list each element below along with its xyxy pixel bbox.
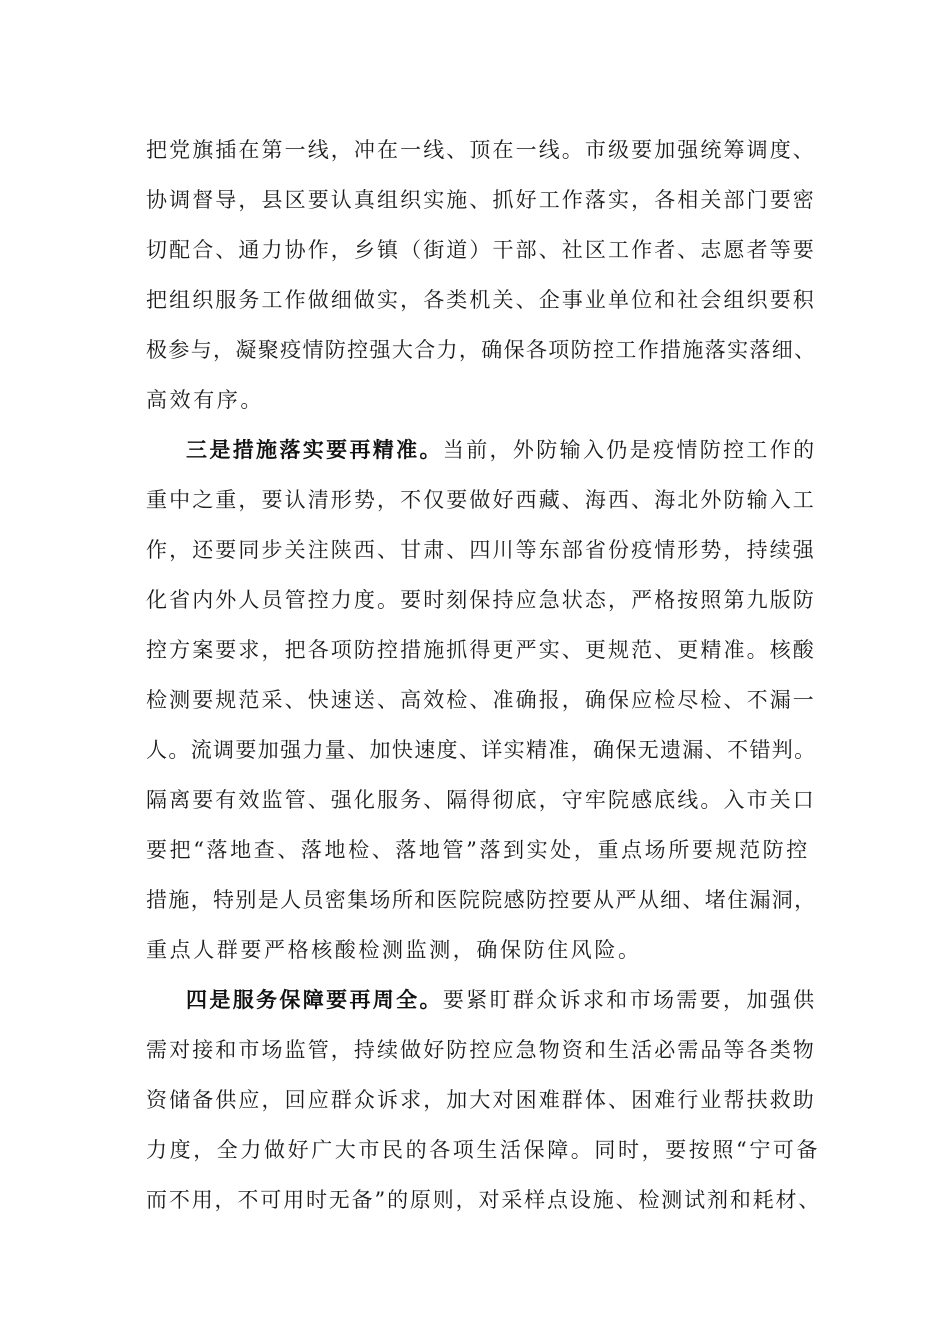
paragraph-2-heading: 三是措施落实要再精准。 xyxy=(186,438,443,462)
paragraph-1-line-5: 极参与，凝聚疫情防控强大合力，确保各项防控工作措施落实落细、 xyxy=(146,338,817,362)
paragraph-3-heading: 四是服务保障要再周全。 xyxy=(186,988,443,1012)
paragraph-2-line-3: 作，还要同步关注陕西、甘肃、四川等东部省份疫情形势，持续强 xyxy=(146,538,816,562)
paragraph-1-line-3: 切配合、通力协作，乡镇（街道）干部、社区工作者、志愿者等要 xyxy=(146,238,816,262)
paragraph-3-line-2: 需对接和市场监管，持续做好防控应急物资和生活必需品等各类物 xyxy=(146,1038,816,1062)
paragraph-2-line-8: 隔离要有效监管、强化服务、隔得彻底，守牢院感底线。入市关口 xyxy=(146,788,816,812)
paragraph-3-first-line-text: 要紧盯群众诉求和市场需要，加强供 xyxy=(442,988,817,1012)
paragraph-2-line-11: 重点人群要严格核酸检测监测，确保防住风险。 xyxy=(146,938,642,962)
paragraph-2-line-6: 检测要规范采、快速送、高效检、准确报，确保应检尽检、不漏一 xyxy=(146,688,816,712)
paragraph-3-line-1 xyxy=(186,975,816,1025)
paragraph-2-line-10: 措施，特别是人员密集场所和医院院感防控要从严从细、堵住漏洞， xyxy=(146,888,817,912)
paragraph-1-line-6: 高效有序。 xyxy=(146,388,264,412)
paragraph-2-first-line-text: 当前，外防输入仍是疫情防控工作的 xyxy=(442,438,817,462)
paragraph-2-line-7: 人。流调要加强力量、加快速度、详实精准，确保无遗漏、不错判。 xyxy=(146,738,817,762)
paragraph-2-line-1 xyxy=(186,425,816,475)
paragraph-2-line-2: 重中之重，要认清形势，不仅要做好西藏、海西、海北外防输入工 xyxy=(146,488,816,512)
paragraph-3-line-4: 力度，全力做好广大市民的各项生活保障。同时，要按照“宁可备 xyxy=(146,1138,821,1162)
paragraph-1-line-1: 把党旗插在第一线，冲在一线、顶在一线。市级要加强统筹调度、 xyxy=(146,138,816,162)
paragraph-2-line-9: 要把“落地查、落地检、落地管”落到实处，重点场所要规范防控 xyxy=(146,838,810,862)
paragraph-1-line-4: 把组织服务工作做细做实，各类机关、企事业单位和社会组织要积 xyxy=(146,288,816,312)
paragraph-1-line-2: 协调督导，县区要认真组织实施、抓好工作落实，各相关部门要密 xyxy=(146,188,816,212)
paragraph-3-line-3: 资储备供应，回应群众诉求，加大对困难群体、困难行业帮扶救助 xyxy=(146,1088,816,1112)
paragraph-3-line-5: 而不用，不可用时无备”的原则，对采样点设施、检测试剂和耗材、 xyxy=(146,1188,822,1212)
paragraph-2-line-4: 化省内外人员管控力度。要时刻保持应急状态，严格按照第九版防 xyxy=(146,588,816,612)
paragraph-2-line-5: 控方案要求，把各项防控措施抓得更严实、更规范、更精准。核酸 xyxy=(146,638,816,662)
